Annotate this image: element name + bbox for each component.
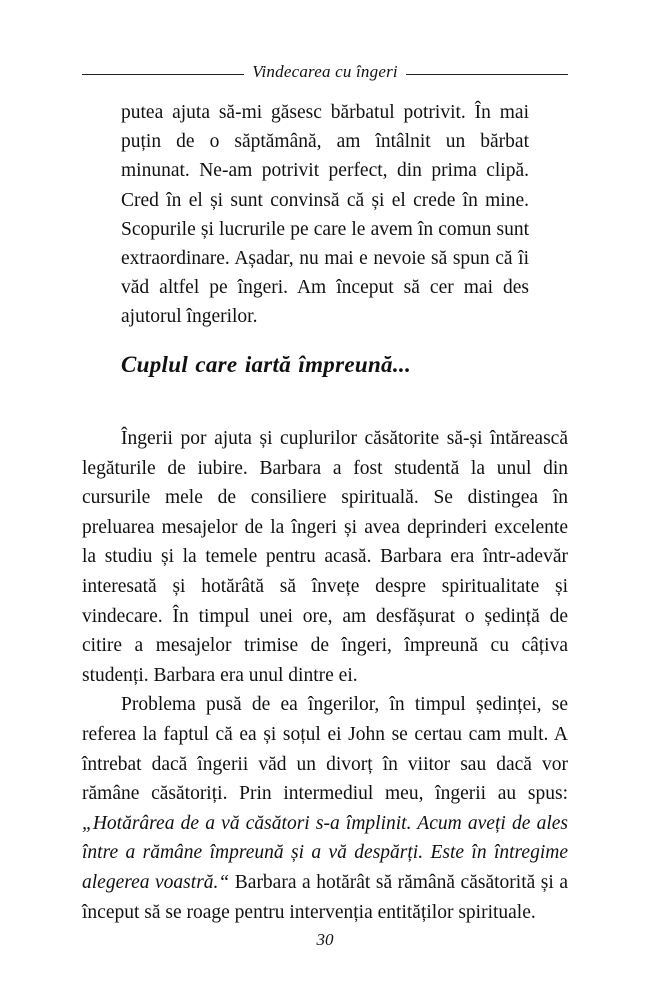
- angels-message-quote: „Hotărârea de a vă căsători s-a împlinit. Acum aveți de ales între a rămâne împreună și a vă despărți. Este în întregime alegerea voastră.“: [82, 812, 568, 893]
- paragraph-2: [82, 690, 568, 927]
- header-rule-left: [82, 74, 244, 75]
- header-rule-right: [406, 74, 568, 75]
- paragraph-2-end: Barbara a hotărât să rămână căsătorită și a început să se roage pentru intervenția entităților spirituale.: [82, 871, 568, 923]
- section-heading: Cuplul care iartă împreună...: [121, 352, 411, 377]
- body-text: [82, 424, 568, 927]
- running-header: [82, 62, 568, 82]
- testimonial-block: [121, 98, 529, 332]
- running-title: Vindecarea cu îngeri: [252, 62, 398, 81]
- paragraph-1: Îngerii por ajuta și cuplurilor căsătorite să-și întărească legăturile de iubire. Barbara a fost studentă la unul din cursurile mele de consiliere spirituală. Se distingea în preluarea mesajelor de la îngeri și avea deprinderi excelente la studiu și la temele pentru acasă. Barbara era într-adevăr interesată și hotărâtă să învețe despre spiritualitate și vindecare. În timpul unei ore, am desfășurat o ședință de citire a mesajelor trimise de îngeri, împreună cu câțiva studenți. Barbara era unul dintre ei.: [82, 428, 568, 686]
- paragraph-2-start: Problema pusă de ea îngerilor, în timpul ședinței, se referea la faptul că ea și soțul ei John se certau cam mult. A întrebat dacă îngerii văd un divorț în viitor sau dacă vor rămâne căsătoriți. Prin intermediul meu, îngerii au spus:: [82, 694, 568, 805]
- page-number: 30: [316, 930, 334, 949]
- testimonial-text: putea ajuta să-mi găsesc bărbatul potrivit. În mai puțin de o săptămână, am întâlnit un bărbat minunat. Ne-am potrivit perfect, din prima clipă. Cred în el și sunt convinsă că și el crede în mine. Scopurile și lucrurile pe care le avem în comun sunt extraordinare. Așadar, nu mai e nevoie să spun că îi văd altfel pe îngeri. Am început să cer mai des ajutorul îngerilor.: [121, 102, 529, 328]
